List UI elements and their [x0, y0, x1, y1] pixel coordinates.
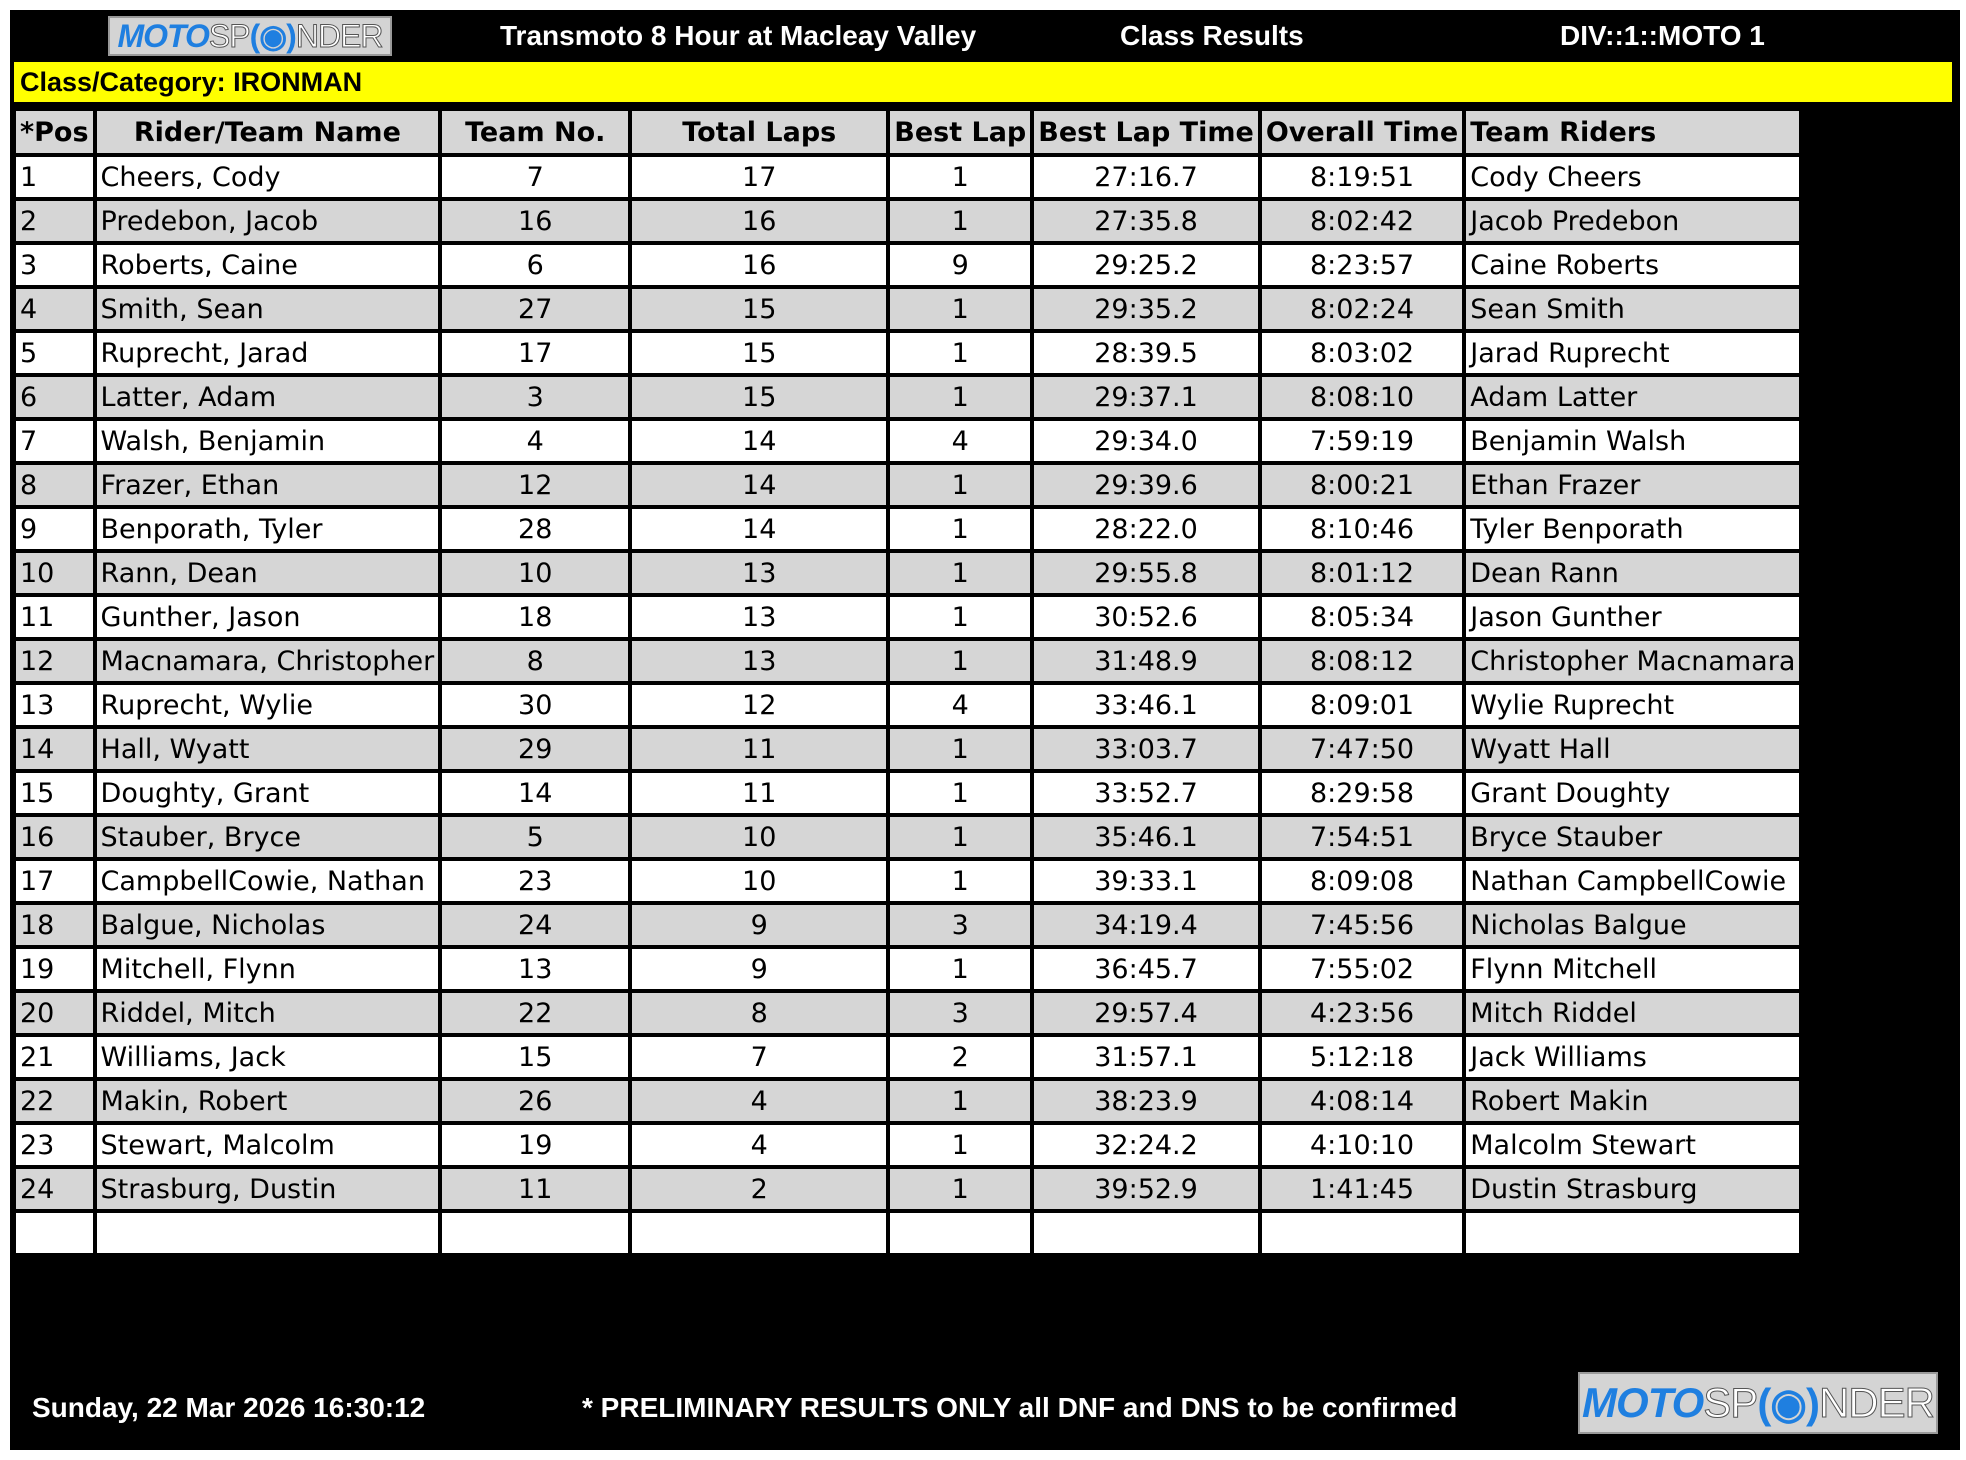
cell-team-riders: Jarad Ruprecht — [1464, 331, 1801, 375]
cell-rider-team-name: Strasburg, Dustin — [95, 1167, 441, 1211]
cell-rider-team-name: Makin, Robert — [95, 1079, 441, 1123]
table-row — [14, 859, 1801, 903]
col-header-best-lap: Best Lap — [888, 109, 1032, 155]
cell-rider-team-name: Williams, Jack — [95, 1035, 441, 1079]
table-row — [14, 683, 1801, 727]
table-row — [14, 1167, 1801, 1211]
cell-team-riders: Jacob Predebon — [1464, 199, 1801, 243]
cell-team-riders: Dean Rann — [1464, 551, 1801, 595]
cell-pos: 9 — [14, 507, 95, 551]
cell-total-laps: 15 — [630, 375, 888, 419]
table-row — [14, 771, 1801, 815]
cell-team-no: 29 — [440, 727, 630, 771]
cell-best-lap-time: 28:22.0 — [1032, 507, 1260, 551]
cell-rider-team-name: Macnamara, Christopher — [95, 639, 441, 683]
cell-rider-team-name: Ruprecht, Jarad — [95, 331, 441, 375]
cell-rider-team-name: Rann, Dean — [95, 551, 441, 595]
table-row — [14, 243, 1801, 287]
cell-total-laps: 8 — [630, 991, 888, 1035]
empty-cell — [888, 1211, 1032, 1255]
cell-best-lap: 1 — [888, 463, 1032, 507]
cell-total-laps: 11 — [630, 771, 888, 815]
cell-team-no: 16 — [440, 199, 630, 243]
cell-team-no: 11 — [440, 1167, 630, 1211]
cell-pos: 5 — [14, 331, 95, 375]
cell-team-riders: Dustin Strasburg — [1464, 1167, 1801, 1211]
cell-team-riders: Nathan CampbellCowie — [1464, 859, 1801, 903]
cell-overall-time: 4:08:14 — [1260, 1079, 1464, 1123]
cell-best-lap-time: 39:52.9 — [1032, 1167, 1260, 1211]
report-frame — [10, 10, 1960, 1450]
cell-best-lap-time: 27:16.7 — [1032, 155, 1260, 199]
cell-overall-time: 5:12:18 — [1260, 1035, 1464, 1079]
cell-best-lap-time: 36:45.7 — [1032, 947, 1260, 991]
cell-best-lap: 1 — [888, 595, 1032, 639]
cell-best-lap: 2 — [888, 1035, 1032, 1079]
cell-best-lap: 1 — [888, 1079, 1032, 1123]
cell-team-no: 10 — [440, 551, 630, 595]
cell-best-lap: 4 — [888, 419, 1032, 463]
empty-cell — [1032, 1211, 1260, 1255]
cell-total-laps: 15 — [630, 331, 888, 375]
cell-team-no: 26 — [440, 1079, 630, 1123]
cell-overall-time: 8:09:08 — [1260, 859, 1464, 903]
cell-team-no: 17 — [440, 331, 630, 375]
cell-team-no: 24 — [440, 903, 630, 947]
cell-overall-time: 8:23:57 — [1260, 243, 1464, 287]
empty-cell — [1260, 1211, 1464, 1255]
cell-best-lap: 1 — [888, 1167, 1032, 1211]
cell-total-laps: 10 — [630, 859, 888, 903]
cell-best-lap: 1 — [888, 551, 1032, 595]
cell-pos: 3 — [14, 243, 95, 287]
cell-pos: 16 — [14, 815, 95, 859]
cell-best-lap-time: 29:57.4 — [1032, 991, 1260, 1035]
cell-best-lap-time: 28:39.5 — [1032, 331, 1260, 375]
cell-best-lap: 1 — [888, 287, 1032, 331]
cell-overall-time: 8:03:02 — [1260, 331, 1464, 375]
table-row — [14, 551, 1801, 595]
cell-overall-time: 8:19:51 — [1260, 155, 1464, 199]
cell-team-no: 19 — [440, 1123, 630, 1167]
cell-total-laps: 16 — [630, 243, 888, 287]
cell-team-no: 7 — [440, 155, 630, 199]
cell-best-lap: 1 — [888, 375, 1032, 419]
table-row — [14, 1035, 1801, 1079]
cell-total-laps: 14 — [630, 419, 888, 463]
cell-total-laps: 11 — [630, 727, 888, 771]
division-label: DIV::1::MOTO 1 — [1560, 20, 1765, 51]
cell-rider-team-name: Frazer, Ethan — [95, 463, 441, 507]
cell-pos: 21 — [14, 1035, 95, 1079]
col-header-pos: *Pos — [14, 109, 95, 155]
cell-best-lap-time: 27:35.8 — [1032, 199, 1260, 243]
cell-pos: 1 — [14, 155, 95, 199]
cell-best-lap-time: 29:39.6 — [1032, 463, 1260, 507]
cell-overall-time: 8:05:34 — [1260, 595, 1464, 639]
table-row — [14, 903, 1801, 947]
cell-rider-team-name: Balgue, Nicholas — [95, 903, 441, 947]
cell-pos: 23 — [14, 1123, 95, 1167]
cell-team-riders: Sean Smith — [1464, 287, 1801, 331]
results-table-body — [14, 155, 1801, 1255]
table-row — [14, 727, 1801, 771]
cell-pos: 14 — [14, 727, 95, 771]
cell-best-lap: 1 — [888, 639, 1032, 683]
cell-overall-time: 7:47:50 — [1260, 727, 1464, 771]
cell-team-riders: Robert Makin — [1464, 1079, 1801, 1123]
cell-team-no: 28 — [440, 507, 630, 551]
cell-best-lap-time: 31:48.9 — [1032, 639, 1260, 683]
cell-best-lap: 3 — [888, 991, 1032, 1035]
cell-best-lap: 1 — [888, 331, 1032, 375]
col-header-overall-time: Overall Time — [1260, 109, 1464, 155]
cell-pos: 10 — [14, 551, 95, 595]
cell-team-no: 14 — [440, 771, 630, 815]
cell-overall-time: 8:09:01 — [1260, 683, 1464, 727]
cell-rider-team-name: Stauber, Bryce — [95, 815, 441, 859]
cell-total-laps: 9 — [630, 947, 888, 991]
cell-pos: 12 — [14, 639, 95, 683]
cell-team-riders: Cody Cheers — [1464, 155, 1801, 199]
cell-team-riders: Ethan Frazer — [1464, 463, 1801, 507]
cell-best-lap: 4 — [888, 683, 1032, 727]
cell-team-no: 6 — [440, 243, 630, 287]
cell-best-lap: 1 — [888, 199, 1032, 243]
cell-team-riders: Wyatt Hall — [1464, 727, 1801, 771]
cell-team-riders: Benjamin Walsh — [1464, 419, 1801, 463]
cell-overall-time: 8:00:21 — [1260, 463, 1464, 507]
table-row — [14, 287, 1801, 331]
cell-rider-team-name: Mitchell, Flynn — [95, 947, 441, 991]
report-type: Class Results — [1120, 20, 1304, 51]
cell-team-riders: Malcolm Stewart — [1464, 1123, 1801, 1167]
event-title: Transmoto 8 Hour at Macleay Valley — [500, 20, 977, 51]
cell-rider-team-name: Roberts, Caine — [95, 243, 441, 287]
cell-team-no: 15 — [440, 1035, 630, 1079]
cell-pos: 8 — [14, 463, 95, 507]
cell-best-lap: 1 — [888, 727, 1032, 771]
cell-best-lap-time: 39:33.1 — [1032, 859, 1260, 903]
cell-team-riders: Grant Doughty — [1464, 771, 1801, 815]
cell-team-no: 27 — [440, 287, 630, 331]
cell-overall-time: 4:23:56 — [1260, 991, 1464, 1035]
motosponder-logo-footer — [1578, 1372, 1938, 1434]
cell-best-lap-time: 38:23.9 — [1032, 1079, 1260, 1123]
cell-pos: 15 — [14, 771, 95, 815]
signal-wave-icon: (◉) — [1757, 1379, 1819, 1427]
cell-team-no: 23 — [440, 859, 630, 903]
cell-total-laps: 13 — [630, 639, 888, 683]
cell-rider-team-name: Doughty, Grant — [95, 771, 441, 815]
cell-rider-team-name: Predebon, Jacob — [95, 199, 441, 243]
empty-cell — [95, 1211, 441, 1255]
cell-team-riders: Jason Gunther — [1464, 595, 1801, 639]
cell-total-laps: 13 — [630, 595, 888, 639]
logo-text-moto: MOTO — [117, 17, 209, 54]
cell-pos: 13 — [14, 683, 95, 727]
cell-pos: 20 — [14, 991, 95, 1035]
cell-best-lap-time: 29:34.0 — [1032, 419, 1260, 463]
cell-total-laps: 12 — [630, 683, 888, 727]
cell-total-laps: 9 — [630, 903, 888, 947]
table-row — [14, 199, 1801, 243]
cell-total-laps: 2 — [630, 1167, 888, 1211]
cell-team-no: 18 — [440, 595, 630, 639]
cell-best-lap: 9 — [888, 243, 1032, 287]
cell-overall-time: 8:02:42 — [1260, 199, 1464, 243]
report-header — [10, 10, 1960, 62]
cell-pos: 17 — [14, 859, 95, 903]
cell-overall-time: 8:29:58 — [1260, 771, 1464, 815]
cell-best-lap-time: 33:46.1 — [1032, 683, 1260, 727]
cell-best-lap-time: 31:57.1 — [1032, 1035, 1260, 1079]
col-header-team-riders: Team Riders — [1464, 109, 1801, 155]
cell-rider-team-name: Benporath, Tyler — [95, 507, 441, 551]
cell-team-riders: Bryce Stauber — [1464, 815, 1801, 859]
cell-team-no: 8 — [440, 639, 630, 683]
cell-rider-team-name: Smith, Sean — [95, 287, 441, 331]
results-table — [14, 109, 1801, 1255]
cell-overall-time: 4:10:10 — [1260, 1123, 1464, 1167]
cell-best-lap-time: 29:35.2 — [1032, 287, 1260, 331]
cell-pos: 22 — [14, 1079, 95, 1123]
table-header-row — [14, 109, 1801, 155]
cell-rider-team-name: Gunther, Jason — [95, 595, 441, 639]
cell-team-no: 30 — [440, 683, 630, 727]
cell-rider-team-name: Stewart, Malcolm — [95, 1123, 441, 1167]
cell-rider-team-name: Cheers, Cody — [95, 155, 441, 199]
cell-team-riders: Nicholas Balgue — [1464, 903, 1801, 947]
cell-best-lap-time: 32:24.2 — [1032, 1123, 1260, 1167]
cell-pos: 6 — [14, 375, 95, 419]
empty-cell — [14, 1211, 95, 1255]
cell-overall-time: 8:08:10 — [1260, 375, 1464, 419]
table-row — [14, 331, 1801, 375]
cell-overall-time: 8:10:46 — [1260, 507, 1464, 551]
footer-timestamp: Sunday, 22 Mar 2026 16:30:12 — [32, 1392, 426, 1423]
footer-preliminary-note: * PRELIMINARY RESULTS ONLY all DNF and DNS to be confirmed — [582, 1392, 1458, 1423]
cell-pos: 24 — [14, 1167, 95, 1211]
table-row — [14, 155, 1801, 199]
cell-team-no: 4 — [440, 419, 630, 463]
cell-total-laps: 17 — [630, 155, 888, 199]
cell-best-lap: 1 — [888, 947, 1032, 991]
cell-team-riders: Flynn Mitchell — [1464, 947, 1801, 991]
logo-text-nder: NDER — [1818, 1379, 1934, 1426]
cell-pos: 4 — [14, 287, 95, 331]
cell-pos: 11 — [14, 595, 95, 639]
cell-total-laps: 14 — [630, 507, 888, 551]
table-row — [14, 419, 1801, 463]
cell-total-laps: 16 — [630, 199, 888, 243]
cell-best-lap-time: 33:52.7 — [1032, 771, 1260, 815]
cell-overall-time: 1:41:45 — [1260, 1167, 1464, 1211]
cell-best-lap-time: 29:25.2 — [1032, 243, 1260, 287]
cell-team-riders: Adam Latter — [1464, 375, 1801, 419]
class-category-bar: Class/Category: IRONMAN — [14, 62, 1952, 102]
table-row — [14, 463, 1801, 507]
signal-wave-icon: (◉) — [249, 18, 296, 54]
cell-team-riders: Tyler Benporath — [1464, 507, 1801, 551]
col-header-best-lap-time: Best Lap Time — [1032, 109, 1260, 155]
cell-team-no: 13 — [440, 947, 630, 991]
cell-best-lap: 1 — [888, 815, 1032, 859]
logo-text-nder: NDER — [295, 17, 383, 54]
table-row — [14, 595, 1801, 639]
cell-team-no: 12 — [440, 463, 630, 507]
empty-cell — [1464, 1211, 1801, 1255]
cell-team-riders: Jack Williams — [1464, 1035, 1801, 1079]
empty-cell — [440, 1211, 630, 1255]
col-header-total-laps: Total Laps — [630, 109, 888, 155]
cell-team-riders: Wylie Ruprecht — [1464, 683, 1801, 727]
table-row — [14, 639, 1801, 683]
cell-overall-time: 8:01:12 — [1260, 551, 1464, 595]
cell-rider-team-name: Latter, Adam — [95, 375, 441, 419]
cell-team-riders: Caine Roberts — [1464, 243, 1801, 287]
cell-total-laps: 7 — [630, 1035, 888, 1079]
cell-rider-team-name: Hall, Wyatt — [95, 727, 441, 771]
cell-best-lap-time: 33:03.7 — [1032, 727, 1260, 771]
cell-overall-time: 7:45:56 — [1260, 903, 1464, 947]
cell-overall-time: 7:59:19 — [1260, 419, 1464, 463]
cell-pos: 18 — [14, 903, 95, 947]
cell-overall-time: 7:55:02 — [1260, 947, 1464, 991]
cell-best-lap-time: 35:46.1 — [1032, 815, 1260, 859]
logo-text-sp: SP — [208, 17, 250, 54]
cell-best-lap: 1 — [888, 1123, 1032, 1167]
motosponder-logo — [108, 16, 392, 56]
cell-total-laps: 15 — [630, 287, 888, 331]
table-row — [14, 1123, 1801, 1167]
cell-total-laps: 4 — [630, 1123, 888, 1167]
cell-total-laps: 14 — [630, 463, 888, 507]
cell-overall-time: 8:02:24 — [1260, 287, 1464, 331]
logo-text-sp: SP — [1703, 1379, 1758, 1426]
cell-best-lap: 1 — [888, 771, 1032, 815]
cell-best-lap: 1 — [888, 507, 1032, 551]
table-row — [14, 815, 1801, 859]
cell-total-laps: 4 — [630, 1079, 888, 1123]
cell-team-no: 3 — [440, 375, 630, 419]
cell-total-laps: 10 — [630, 815, 888, 859]
table-row — [14, 375, 1801, 419]
cell-best-lap-time: 29:37.1 — [1032, 375, 1260, 419]
cell-rider-team-name: CampbellCowie, Nathan — [95, 859, 441, 903]
cell-best-lap-time: 30:52.6 — [1032, 595, 1260, 639]
cell-best-lap-time: 29:55.8 — [1032, 551, 1260, 595]
col-header-rider-team-name: Rider/Team Name — [95, 109, 441, 155]
cell-pos: 19 — [14, 947, 95, 991]
table-row — [14, 1079, 1801, 1123]
cell-best-lap: 1 — [888, 155, 1032, 199]
table-row — [14, 947, 1801, 991]
cell-best-lap: 1 — [888, 859, 1032, 903]
cell-pos: 7 — [14, 419, 95, 463]
table-row-empty — [14, 1211, 1801, 1255]
cell-rider-team-name: Ruprecht, Wylie — [95, 683, 441, 727]
cell-team-riders: Mitch Riddel — [1464, 991, 1801, 1035]
cell-team-no: 22 — [440, 991, 630, 1035]
cell-overall-time: 8:08:12 — [1260, 639, 1464, 683]
cell-best-lap-time: 34:19.4 — [1032, 903, 1260, 947]
col-header-team-no: Team No. — [440, 109, 630, 155]
table-row — [14, 507, 1801, 551]
empty-cell — [630, 1211, 888, 1255]
cell-overall-time: 7:54:51 — [1260, 815, 1464, 859]
cell-best-lap: 3 — [888, 903, 1032, 947]
logo-text-moto: MOTO — [1582, 1379, 1704, 1426]
cell-rider-team-name: Riddel, Mitch — [95, 991, 441, 1035]
table-row — [14, 991, 1801, 1035]
cell-total-laps: 13 — [630, 551, 888, 595]
cell-team-no: 5 — [440, 815, 630, 859]
cell-team-riders: Christopher Macnamara — [1464, 639, 1801, 683]
cell-rider-team-name: Walsh, Benjamin — [95, 419, 441, 463]
cell-pos: 2 — [14, 199, 95, 243]
